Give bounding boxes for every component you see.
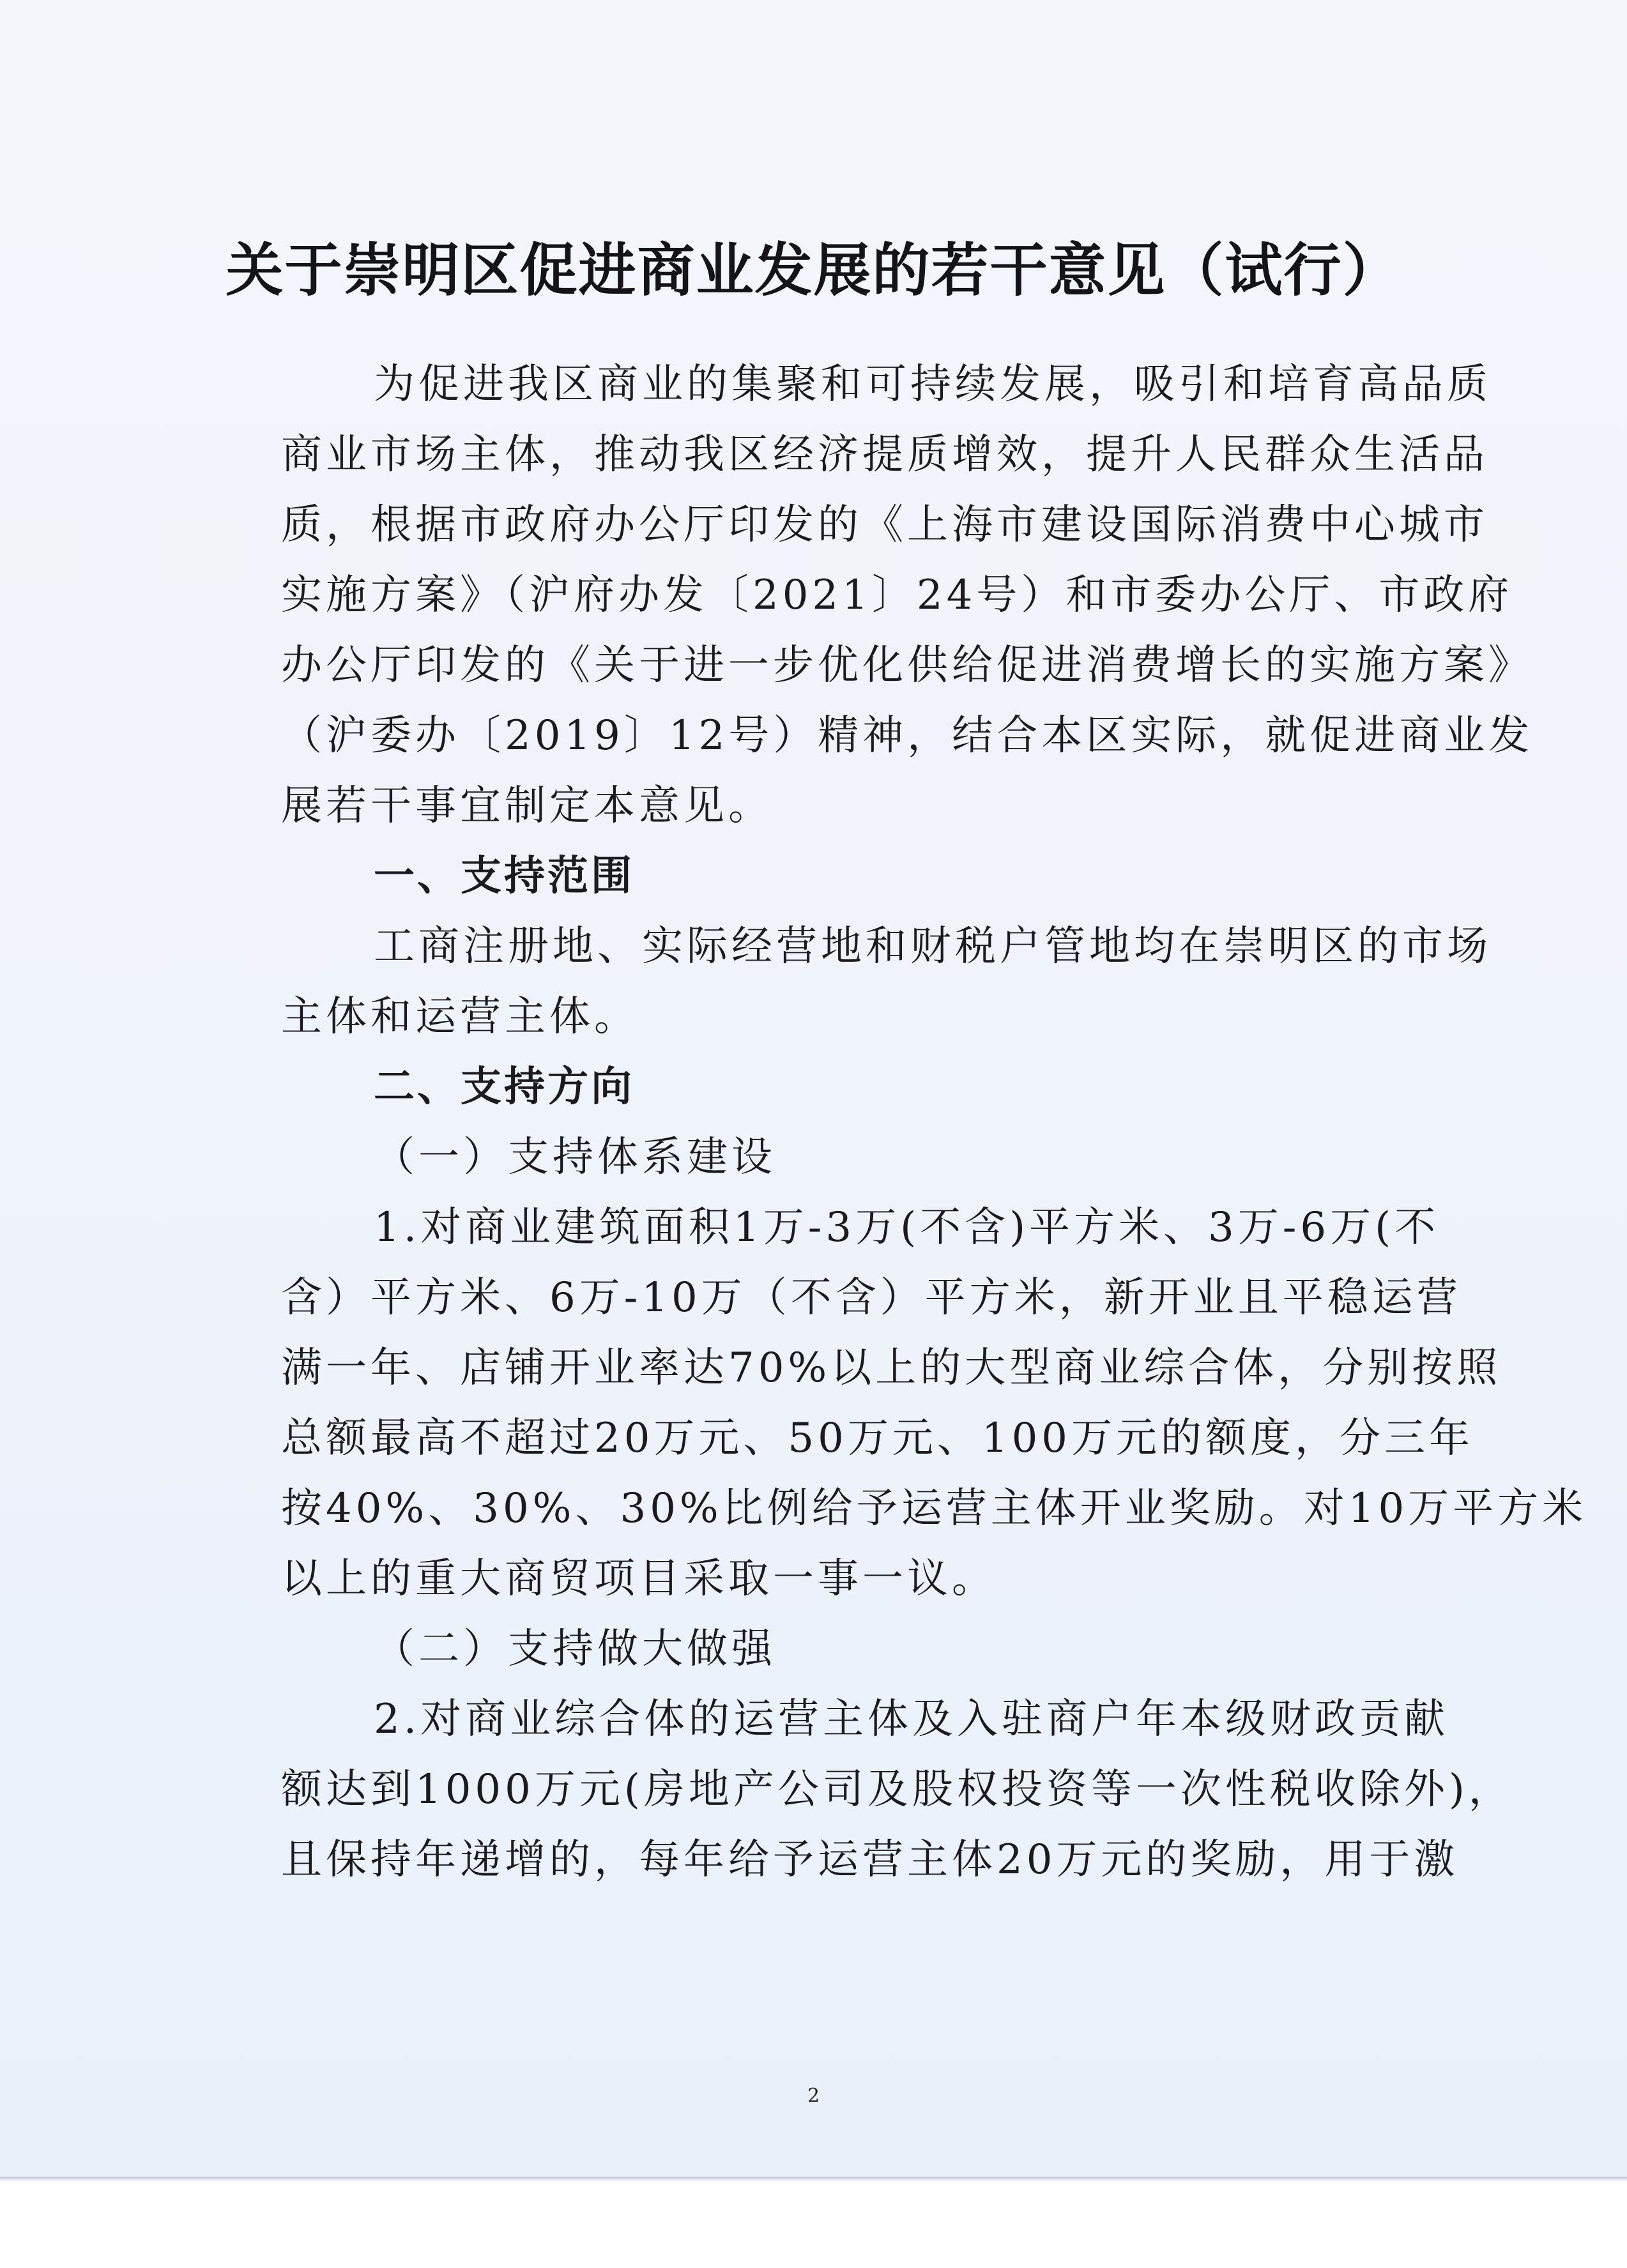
paragraph-line: 工商注册地、实际经营地和财税户管地均在崇明区的市场 <box>374 923 1492 970</box>
section-heading-direction: 二、支持方向 <box>374 1063 634 1111</box>
paragraph-line: 质，根据市政府办公厅印发的《上海市建设国际消费中心城市 <box>281 501 1488 549</box>
paragraph-line: 展若干事宜制定本意见。 <box>281 782 773 830</box>
paragraph-line: 1.对商业建筑面积1万-3万(不含)平方米、3万-6万(不 <box>374 1204 1440 1251</box>
paragraph-line: （沪委办〔2019〕12号）精神，结合本区实际，就促进商业发 <box>281 712 1534 759</box>
paragraph-line: 含）平方米、6万-10万（不含）平方米，新开业且平稳运营 <box>281 1274 1462 1321</box>
section-heading-scope: 一、支持范围 <box>374 853 634 900</box>
paragraph-line: 实施方案》（沪府办发〔2021〕24号）和市委办公厅、市政府 <box>281 572 1513 619</box>
document-title: 关于崇明区促进商业发展的若干意见（试行） <box>225 236 1402 304</box>
paragraph-line: 按40%、30%、30%比例给予运营主体开业奖励。对10万平方米 <box>281 1485 1587 1532</box>
subsection-heading-growth: （二）支持做大做强 <box>374 1625 776 1673</box>
paragraph-line: 商业市场主体，推动我区经济提质增效，提升人民群众生活品 <box>281 431 1488 478</box>
paragraph-line: 满一年、店铺开业率达70%以上的大型商业综合体，分别按照 <box>281 1344 1502 1392</box>
paragraph-line: 2.对商业综合体的运营主体及入驻商户年本级财政贡献 <box>374 1696 1449 1743</box>
page-number: 2 <box>807 2085 820 2107</box>
paragraph-line: 且保持年递增的，每年给予运营主体20万元的奖励，用于激 <box>281 1836 1459 1884</box>
paragraph-line: 为促进我区商业的集聚和可持续发展，吸引和培育高品质 <box>374 361 1492 408</box>
paragraph-line: 总额最高不超过20万元、50万元、100万元的额度，分三年 <box>281 1415 1474 1462</box>
paragraph-line: 主体和运营主体。 <box>281 993 639 1040</box>
paragraph-line: 额达到1000万元(房地产公司及股权投资等一次性税收除外)， <box>281 1766 1513 1813</box>
subsection-heading-system: （一）支持体系建设 <box>374 1134 776 1181</box>
paragraph-line: 办公厅印发的《关于进一步优化供给促进消费增长的实施方案》 <box>281 642 1533 689</box>
paragraph-line: 以上的重大商贸项目采取一事一议。 <box>281 1555 997 1602</box>
